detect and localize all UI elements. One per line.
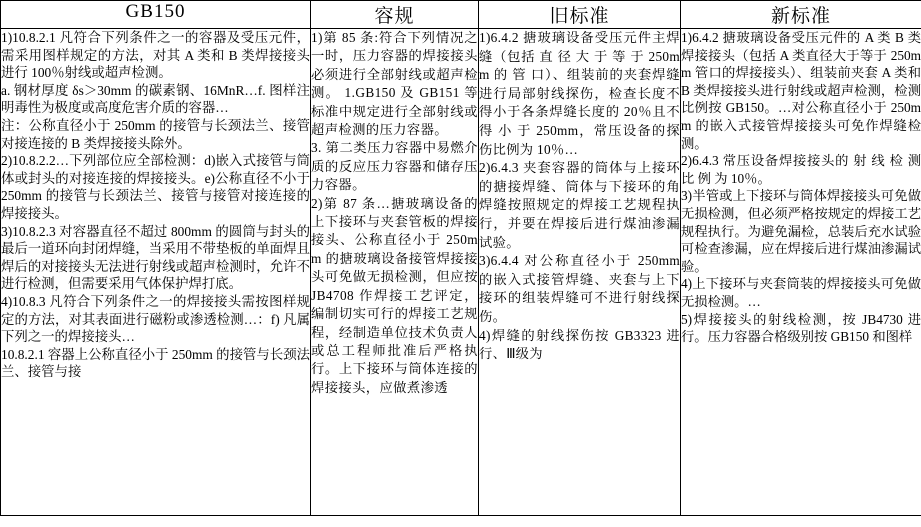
paragraph: a. 钢材厚度 δs＞30mm 的碳素钢、16MnR…f. 图样注明毒性为极度或高度危害介质的容器…	[1, 82, 310, 116]
paragraph: 1)第 85 条:符合下列情况之一时，压力容器的焊接接头必须进行全部射线或超声检测。 1.GB150 及 GB151 等标准中规定进行全部射线或超声检测的压力容器。	[311, 30, 478, 138]
paragraph: 3)6.4.4 对公称直径小于 250mm 的嵌入式接管焊缝、夹套与上下接环的组装焊缝可不进行射线探伤。	[479, 253, 680, 324]
paragraph: 2)10.8.2.2…下列部位应全部检测：d)嵌入式接管与筒体或封头的对接连接的焊接接头。e)公称直径不小于 250mm 的接管与长颈法兰、接管与接管对接连接的焊接接头。	[1, 153, 310, 221]
paragraph: 4)上下接环与夹套筒装的焊接接头可免做无损检测。…	[681, 276, 921, 309]
column-header-old-standard: 旧标准	[479, 1, 681, 29]
paragraph: 10.8.2.1 容器上公称直径小于 250mm 的接管与长颈法兰、接管与接	[1, 346, 310, 380]
paragraph: 2)6.4.3 夹套容器的筒体与上接环的搪接焊缝、筒体与下接环的角焊缝按照规定的焊接工艺规程执行，并要在焊接后进行煤油渗漏试验。	[479, 160, 680, 250]
cell-new-standard	[681, 29, 921, 516]
paragraph: 2)6.4.3 常压设备焊接接头的 射 线 检 测 比 例 为 10％。	[681, 153, 921, 186]
cell-gb150	[1, 29, 311, 516]
cell-rong-gui	[311, 29, 479, 516]
column-header-gb150: GB150	[1, 1, 311, 29]
cell-new-standard-content	[681, 29, 921, 515]
table-row	[1, 29, 921, 516]
paragraph: 1)6.4.2 搪玻璃设备受压元件主焊缝（包括 直 径 大 于 等 于 250mm 的 管 口）、组装前的夹套焊缝进行局部射线探伤，检查长度不得小于各条焊缝长度的 20％且不得 小 于 250mm，常压设备的探伤比例为 10％…	[479, 30, 680, 157]
paragraph: 1)6.4.2 搪玻璃设备受压元件的 A 类 B 类焊接接头（包括 A 类直径大于等于 250mm 管口的焊接接头）、组装前夹套 A 类和 B 类焊接接头进行射线或超声检测，检测比例按 GB150。…对公称直径小于 250mm 的嵌入式接管焊接接头可免作焊缝检测。	[681, 30, 921, 151]
cell-gb150-content	[1, 29, 310, 515]
paragraph: 3)10.8.2.3 对容器直径不超过 800mm 的圆筒与封头的最后一道环向封闭焊缝，当采用不带垫板的单面焊且焊后的对接接头无法进行射线或超声检测时，允许不进行检测，但需要采用气体保护焊打底。	[1, 223, 310, 292]
paragraph: 3)半管或上下接环与筒体焊接接头可免做无损检测，但必须严格按规定的焊接工艺规程执行。为避免漏检，总装后充水试验可检查渗漏，应在焊接后进行煤油渗漏试验。	[681, 188, 921, 274]
cell-old-standard	[479, 29, 681, 516]
paragraph: 注：公称直径小于 250mm 的接管与长颈法兰、接管对接连接的 B 类焊接接头除外。	[1, 117, 310, 151]
paragraph: 2)第 87 条…搪玻璃设备的上下接环与夹套管板的焊接接头、公称直径小于 250mm 的搪玻璃设备接管焊接接头可免做无损检测，但应按 JB4708 作焊接工艺评定，编制切实可行的焊接工艺规程，经制造单位技术负责人或总工程师批准后严格执行。上下接环与筒体连接的焊接接头，应做煮渗透	[311, 195, 478, 395]
column-header-rong-gui: 容规	[311, 1, 479, 29]
paragraph: 4)焊缝的射线探伤按 GB3323 进行、Ⅲ级为	[479, 327, 680, 362]
cell-rong-gui-content	[311, 29, 478, 515]
paragraph: 5)焊接接头的射线检测，按 JB4730 进行。压力容器合格级别按 GB150 和图样	[681, 311, 921, 345]
cell-old-standard-content	[479, 29, 680, 515]
paragraph: 1)10.8.2.1 凡符合下列条件之一的容器及受压元件，需采用图样规定的方法，对其 A 类和 B 类焊接接头进行 100％射线或超声检测。	[1, 30, 310, 81]
column-header-new-standard: 新标准	[681, 1, 921, 29]
paragraph: 4)10.8.3 凡符合下列条件之一的焊接接头需按图样规定的方法，对其表面进行磁粉或渗透检测…：f) 凡属下列之一的焊接接头…	[1, 293, 310, 345]
paragraph: 3. 第二类压力容器中易燃介质的反应压力容器和储存压力容器。	[311, 140, 478, 193]
table-header-row	[1, 1, 921, 29]
